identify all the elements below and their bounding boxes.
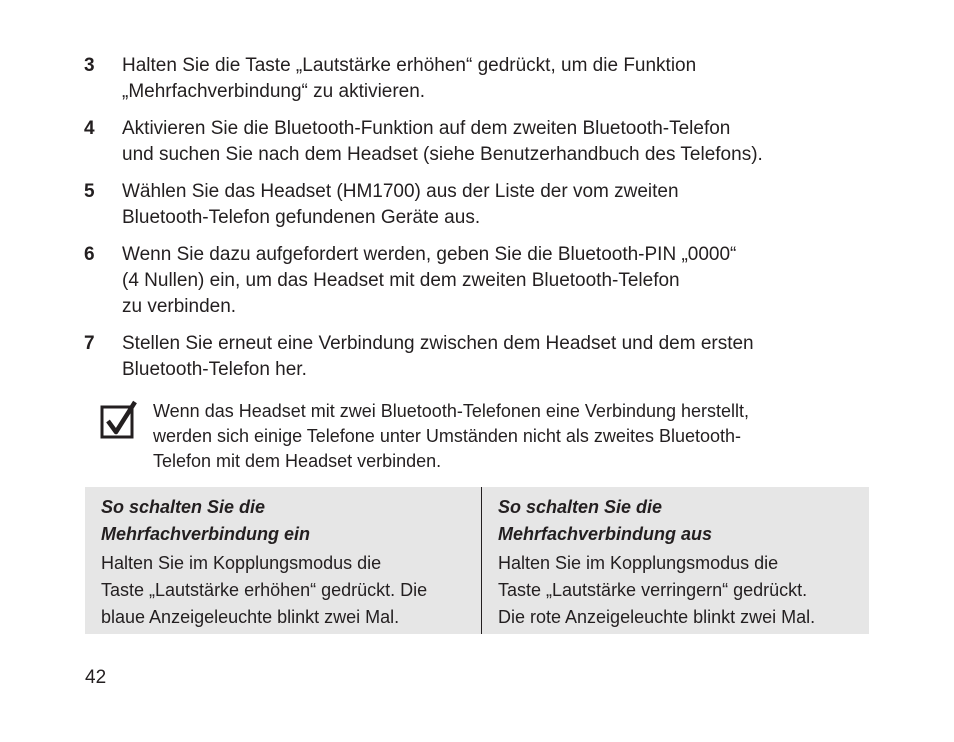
enable-title: So schalten Sie die Mehrfachverbindung ein xyxy=(101,497,311,544)
instruction-steps xyxy=(84,53,884,394)
step-item xyxy=(84,53,884,105)
step-item xyxy=(84,179,884,231)
disable-column xyxy=(482,487,869,634)
step-number: 4 xyxy=(84,118,95,139)
note-text: Wenn das Headset mit zwei Bluetooth-Telefonen eine Verbindung herstellt, werden sich einige Telefone unter Umständen nicht als zweites Bluetooth- Telefon mit dem Headset verbinden. xyxy=(153,401,750,471)
step-number: 6 xyxy=(84,244,95,265)
step-item xyxy=(84,331,884,383)
multiconnection-table xyxy=(85,487,869,634)
checkmark-note-icon xyxy=(100,399,138,439)
step-text: Aktivieren Sie die Bluetooth-Funktion auf dem zweiten Bluetooth-Telefon und suchen Sie nach dem Headset (siehe Benutzerhandbuch des Telefons). xyxy=(122,118,763,165)
enable-body: Halten Sie im Kopplungsmodus die Taste „Lautstärke erhöhen“ gedrückt. Die blaue Anzeigeleuchte blinkt zwei Mal. xyxy=(101,553,428,627)
step-item xyxy=(84,116,884,168)
step-number: 3 xyxy=(84,55,95,76)
disable-title: So schalten Sie die Mehrfachverbindung aus xyxy=(498,497,713,544)
step-item xyxy=(84,242,884,320)
enable-column xyxy=(85,487,482,634)
page-number: 42 xyxy=(85,667,107,688)
step-number: 7 xyxy=(84,333,95,354)
step-text: Wenn Sie dazu aufgefordert werden, geben Sie die Bluetooth-PIN „0000“ (4 Nullen) ein, um das Headset mit dem zweiten Bluetooth-Telefon zu verbinden. xyxy=(122,244,737,317)
step-text: Stellen Sie erneut eine Verbindung zwischen dem Headset und dem ersten Bluetooth-Telefon her. xyxy=(122,333,754,380)
step-number: 5 xyxy=(84,181,95,202)
step-text: Wählen Sie das Headset (HM1700) aus der Liste der vom zweiten Bluetooth-Telefon gefundenen Geräte aus. xyxy=(122,181,679,228)
note-box xyxy=(100,399,749,474)
disable-body: Halten Sie im Kopplungsmodus die Taste „Lautstärke verringern“ gedrückt. Die rote Anzeigeleuchte blinkt zwei Mal. xyxy=(498,553,816,627)
step-text: Halten Sie die Taste „Lautstärke erhöhen“ gedrückt, um die Funktion „Mehrfachverbindung“ zu aktivieren. xyxy=(122,55,697,102)
